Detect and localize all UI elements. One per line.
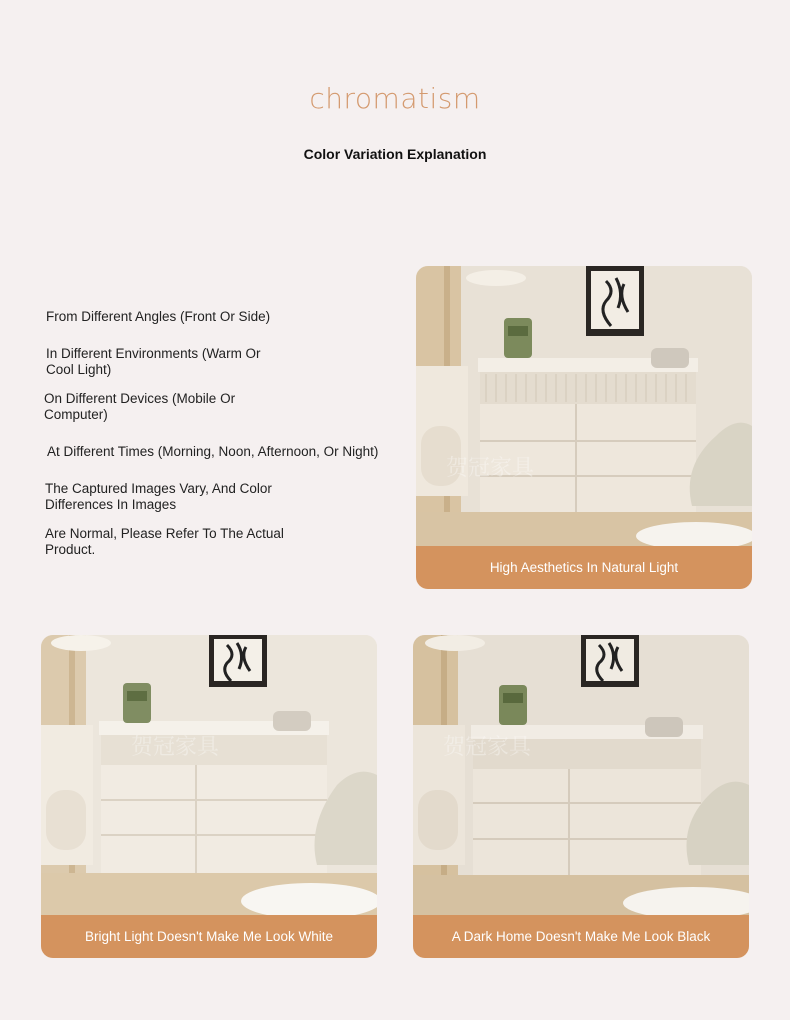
photo-card-bright-light: [41, 635, 377, 958]
watermark-text: 贺冠家具: [446, 456, 535, 481]
note-times: At Different Times (Morning, Noon, Afternoon, Or Night): [47, 444, 379, 459]
note-devices: On Different Devices (Mobile Or Computer): [44, 391, 236, 422]
note-environments: In Different Environments (Warm Or Cool Light): [46, 346, 261, 377]
note-variation: The Captured Images Vary, And Color Differences In Images: [45, 481, 272, 512]
page-subtitle: Color Variation Explanation: [303, 146, 487, 162]
watermark-text: 贺冠家具: [131, 735, 220, 760]
page-title: chromatism: [309, 82, 481, 115]
watermark-text: 贺冠家具: [443, 735, 532, 760]
dresser-photo: [416, 266, 752, 546]
card-caption: High Aesthetics In Natural Light: [416, 546, 752, 589]
dresser-photo: [41, 635, 377, 915]
note-refer-product: Are Normal, Please Refer To The Actual Product.: [45, 526, 284, 557]
card-caption: Bright Light Doesn't Make Me Look White: [41, 915, 377, 958]
dresser-photo: [413, 635, 749, 915]
card-caption: A Dark Home Doesn't Make Me Look Black: [413, 915, 749, 958]
photo-card-dark-home: [413, 635, 749, 958]
photo-card-natural-light: [416, 266, 752, 589]
note-angles: From Different Angles (Front Or Side): [46, 309, 271, 324]
